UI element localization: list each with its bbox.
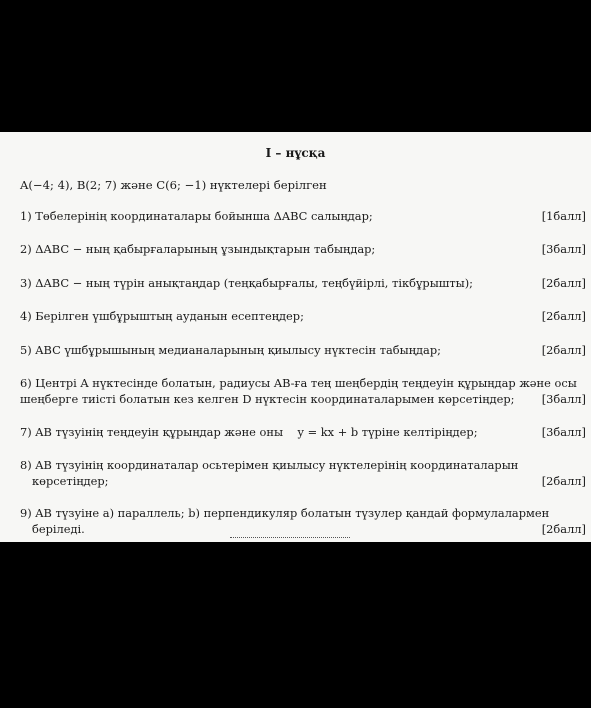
task-item-5 [20,342,586,358]
task-item-4 [20,308,586,324]
task-text: 8) AB түзуінің координаталар осьтерімен қиылысу нүктелерінің координаталарын [20,458,519,472]
task-points: [2балл] [541,343,586,357]
task-text: 7) AB түзуінің теңдеуін құрыңдар және оны y = kx + b түріне келтіріңдер; [20,425,478,439]
task-text: 1) Төбелерінің координаталары бойынша ΔABC салыңдар; [20,209,373,223]
cut-off-text-line [230,537,350,540]
task-points: [1балл] [541,209,586,223]
task-text: 3) ΔABC − ның түрін анықтаңдар (теңқабырғалы, теңбүйірлі, тікбұрышты); [20,276,474,290]
task-text: 9) AB түзуіне а) параллель; b) перпендикуляр болатын түзулер қандай формулалармен [20,506,550,520]
task-item-6 [20,375,586,407]
task-item-1 [20,208,586,224]
task-text-continued: көрсетіңдер; [32,474,109,488]
task-item-7 [20,424,586,440]
task-text-continued: шеңберге тиісті болатын кез келген D нүктесін координаталарымен көрсетіңдер; [20,392,515,406]
task-points: [3балл] [541,425,586,439]
task-text: 2) ΔABC − ның қабырғаларының ұзындықтарын табыңдар; [20,242,376,256]
task-item-9 [20,505,586,537]
task-points: [2балл] [541,309,586,323]
variant-title: I – нұсқа [265,146,326,160]
problem-intro: A(−4; 4), B(2; 7) және C(6; −1) нүктелері берілген [20,178,327,192]
task-points: [3балл] [541,242,586,256]
task-text-continued: беріледі. [32,522,85,536]
task-text: 6) Центрі A нүктесінде болатын, радиусы AB-ға тең шеңбердің теңдеуін құрыңдар және осы [20,376,577,390]
task-points: [3балл] [541,392,586,406]
task-points: [2балл] [541,474,586,488]
task-points: [2балл] [541,522,586,536]
task-text: 5) ABC үшбұрышының медианаларының қиылысу нүктесін табыңдар; [20,343,441,357]
task-item-3 [20,275,586,291]
task-text: 4) Берілген үшбұрыштың ауданын есептеңдер; [20,309,304,323]
task-item-2 [20,241,586,257]
task-points: [2балл] [541,276,586,290]
task-item-8 [20,457,586,489]
document-page [0,132,591,542]
